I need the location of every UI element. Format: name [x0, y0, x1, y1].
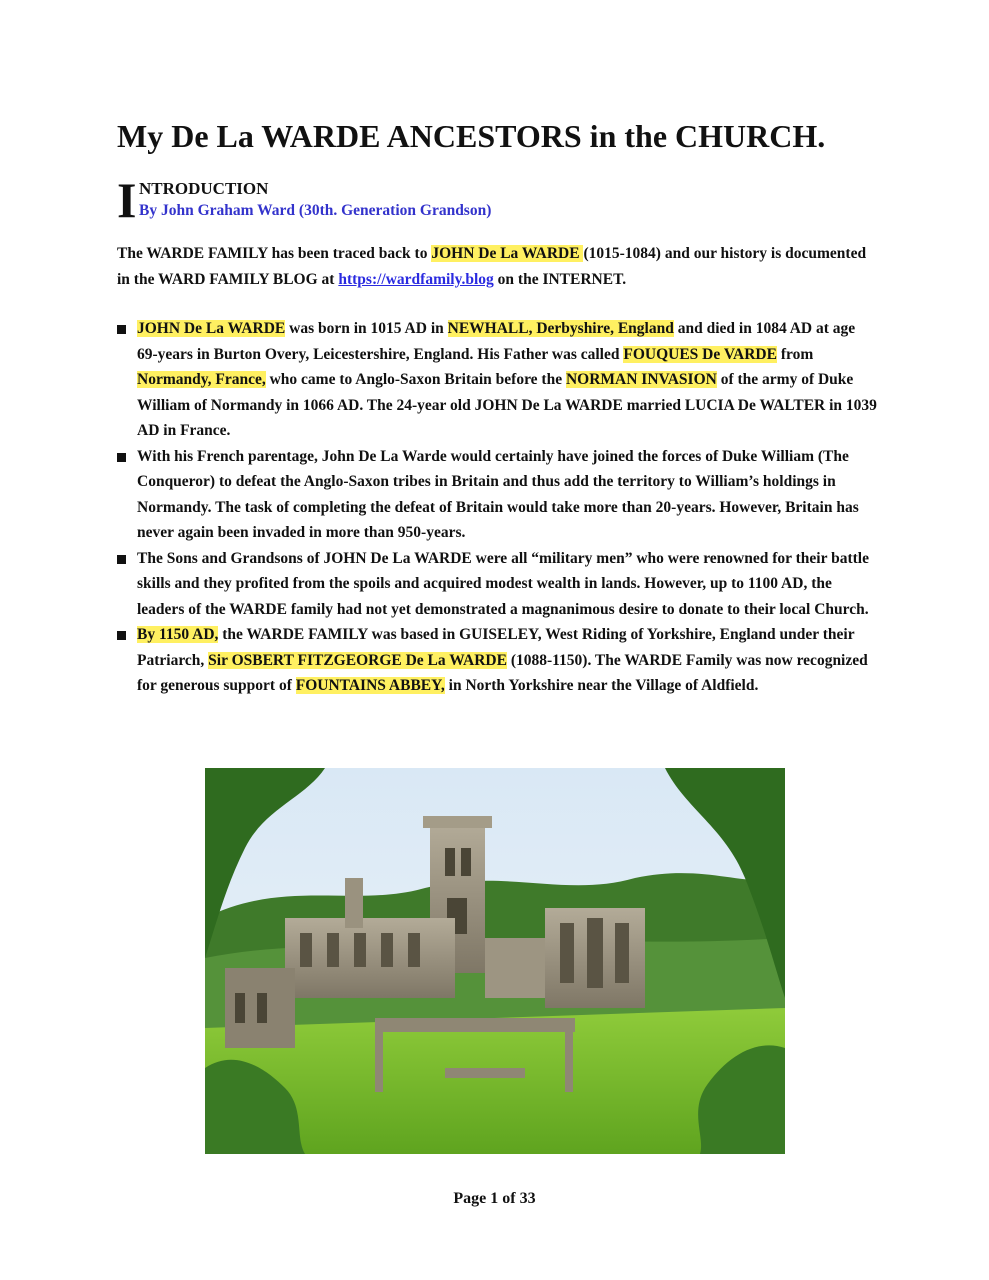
text-run: in North Yorkshire near the Village of Aldfield. [444, 677, 759, 694]
author-byline: By John Graham Ward (30th. Generation Grandson) [139, 202, 492, 219]
introduction-heading: NTRODUCTION [139, 179, 269, 198]
text-run: of the army of Duke William of Normandy in 1066 AD. The 24-year old JOHN De La WARDE married LUCIA De WALTER in 1039 AD in France. [137, 371, 877, 439]
list-item [117, 546, 877, 623]
text-run: The WARDE FAMILY has been traced back to [117, 245, 432, 262]
text-run: (1015-1084) and our history is documented in the WARD FAMILY BLOG at [117, 245, 867, 288]
highlight: NORMAN INVASION [565, 371, 717, 388]
text-run: The Sons and Grandsons of JOHN De La WARDE were all “military men” who were renowned for their battle skills and they profited from the spoils and acquired modest wealth in lands. However, up to 1100 AD, the leaders of the WARDE family had not yet demonstrated a magnanimous desire to donate to their local Church. [137, 549, 869, 618]
highlight: By 1150 AD, [137, 626, 219, 643]
highlight: JOHN De La WARDE [137, 320, 286, 337]
highlight: FOUNTAINS ABBEY, [295, 677, 445, 694]
text-run: the WARDE FAMILY was based in GUISELEY, West Riding of Yorkshire, England under their Patriarch, [137, 626, 855, 669]
drop-cap: I [117, 172, 137, 228]
square-bullet-icon [117, 631, 126, 640]
square-bullet-icon [117, 555, 126, 564]
highlight: NEWHALL, Derbyshire, England [447, 320, 674, 337]
page-title: My De La WARDE ANCESTORS in the CHURCH. [117, 118, 826, 154]
text-run: and died in 1084 AD at age 69-years in Burton Overy, Leicestershire, England. His Father was called [137, 320, 856, 363]
page-number: Page 1 of 33 [453, 1190, 536, 1207]
text-run: on the INTERNET. [493, 270, 627, 288]
highlight: JOHN De La WARDE [431, 245, 584, 262]
list-item [117, 444, 877, 546]
bullet-list [117, 316, 877, 699]
text-run: who came to Anglo-Saxon Britain before the [265, 371, 566, 388]
text-run: from [776, 345, 814, 363]
highlight: Normandy, France, [137, 371, 266, 388]
abbey-ruins-illustration [205, 768, 785, 1154]
highlight: FOUQUES De VARDE [623, 345, 777, 363]
list-item [117, 316, 877, 444]
highlight: Sir OSBERT FITZGEORGE De La WARDE [208, 651, 507, 669]
square-bullet-icon [117, 325, 126, 334]
text-run: With his French parentage, John De La Warde would certainly have joined the forces of Duke William (The Conqueror) to defeat the Anglo-Saxon tribes in Britain and thus add the territory to William’s holdings in Normandy. The task of completing the defeat of Britain would take more than 20-years. However, Britain has never again been invaded in more than 950-years. [137, 447, 859, 541]
lead-paragraph [117, 241, 877, 292]
blog-link[interactable]: https://wardfamily.blog [338, 270, 494, 288]
text-run: (1088-1150). The WARDE Family was now recognized for generous support of [137, 651, 868, 694]
square-bullet-icon [117, 453, 126, 462]
introduction-header [117, 172, 817, 228]
text-run: was born in 1015 AD in [285, 320, 448, 337]
list-item [117, 622, 877, 699]
abbey-photo [205, 768, 785, 1154]
